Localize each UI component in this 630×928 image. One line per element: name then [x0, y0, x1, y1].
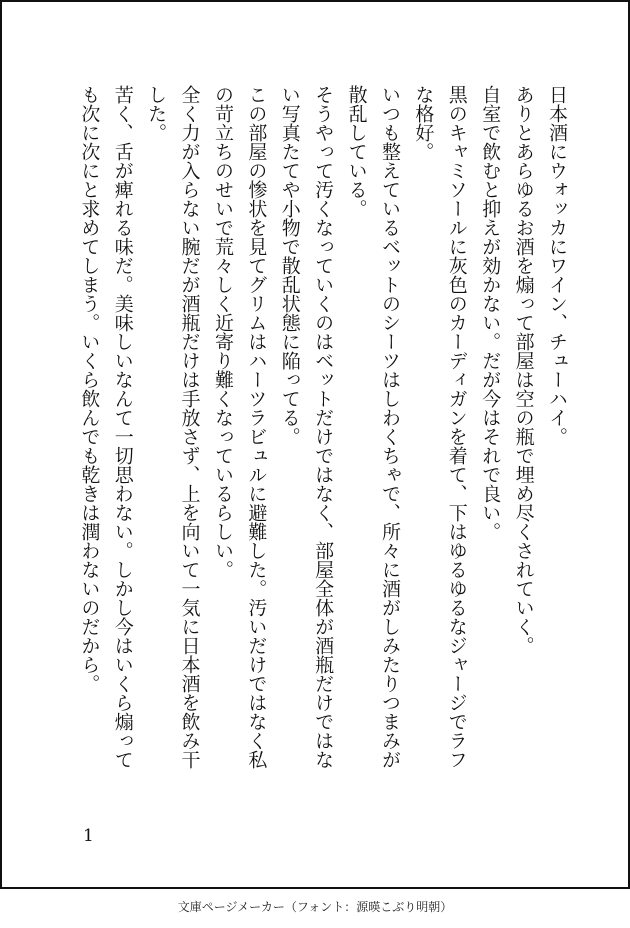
body-text	[72, 85, 573, 785]
text-line: 散乱している。	[345, 85, 368, 218]
text-line: 自室で飲むと抑えが効かない。だが今はそれで良い。	[479, 85, 502, 541]
text-line: した。	[145, 85, 168, 142]
text-line: 全く力が入らない腕だが酒瓶だけは手放さず、上を向いて一気に日本酒を飲み干	[178, 85, 201, 769]
text-line: な格好。	[412, 85, 435, 161]
text-line: 黒のキャミソールに灰色のカーディガンを着て、下はゆるゆるなジャージでラフ	[445, 85, 468, 769]
text-line: い写真たてや小物で散乱状態に陥ってる。	[278, 85, 301, 446]
page-number: 1	[83, 826, 94, 846]
text-line: 日本酒にウォッカにワイン、チューハイ。	[546, 85, 568, 446]
footer-credit: 文庫ページメーカー（フォント：源暎こぶり明朝）	[177, 900, 453, 914]
text-line: ありとあらゆるお酒を煽って部屋は空の瓶で埋め尽くされていく。	[512, 85, 535, 655]
text-line: も次に次にと求めてしまう。いくら飲んでも乾きは潤わないのだから。	[78, 85, 101, 693]
text-line: 苦く、舌が痺れる味だ。美味しいなんて一切思わない。しかし今はいくら煽って	[111, 85, 134, 769]
text-line: そうやって汚くなっていくのはベットだけではなく、部屋全体が酒瓶だけではな	[312, 85, 335, 769]
text-line: いつも整えているベットのシーツはしわくちゃで、所々に酒がしみたりつまみが	[378, 85, 401, 769]
text-line: の苛立ちのせいで荒々しく近寄り難くなっているらしい。	[211, 85, 234, 579]
text-line: この部屋の惨状を見てグリムはハーツラビュルに避難した。汚いだけではなく私	[245, 85, 268, 769]
